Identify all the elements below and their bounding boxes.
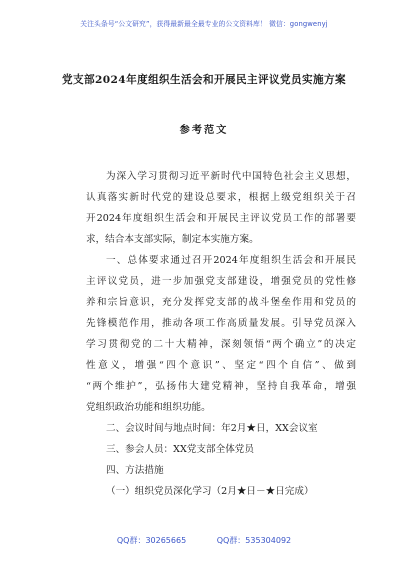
- paragraph-2-line-4: 先锋模范作用，推动各项工作高质量发展。引导党员深入: [86, 318, 356, 329]
- paragraph-2-line-8: 党组织政治功能和组织功能。: [86, 402, 211, 413]
- qq-group-2: QQ群：535304092: [216, 536, 292, 545]
- paragraph-1-line-3: 开2024年度组织生活会和开展民主评议党员工作的部署要: [86, 213, 356, 224]
- paragraph-2-line-2: 主评议党员，进一步加强党支部建设，增强党员的党性修: [86, 276, 356, 287]
- document-title: 党支部2024年度组织生活会和开展民主评议党员实施方案: [62, 74, 346, 86]
- section-methods-heading: 四、方法措施: [106, 465, 164, 476]
- paragraph-2-line-3: 养和宗旨意识，充分发挥党支部的战斗堡垒作用和党员的: [86, 297, 356, 308]
- qq-group-1: QQ群：30265665: [116, 536, 187, 545]
- paragraph-1-line-1: 为深入学习贯彻习近平新时代中国特色社会主义思想，: [106, 171, 356, 182]
- paragraph-2-line-5: 学习贯彻党的二十大精神，深刻领悟“两个确立”的决定: [86, 339, 356, 350]
- subsection-study-heading: （一）组织党员深化学习（2月★日－★日完成）: [106, 486, 314, 497]
- document-body: [86, 166, 356, 502]
- paragraph-1-line-4: 求，结合本支部实际，制定本实施方案。: [86, 234, 259, 245]
- participants: 三、参会人员：XX党支部全体党员: [106, 444, 254, 455]
- paragraph-2-line-7: “两个维护”，弘扬伟大建党精神，坚持自我革命，增强: [86, 381, 356, 392]
- meeting-time-place: 二、会议时间与地点时间：年2月★日，XX会议室: [106, 423, 318, 434]
- paragraph-2-line-6: 性意义，增强“四个意识”、坚定“四个自信”、做到: [86, 360, 356, 371]
- document-subtitle: 参考范文: [179, 124, 229, 136]
- paragraph-1-line-2: 认真落实新时代党的建设总要求，根据上级党组织关于召: [86, 192, 356, 203]
- footer-contact: [0, 535, 408, 546]
- paragraph-2-line-1: 一、总体要求通过召开2024年度组织生活会和开展民: [106, 255, 356, 266]
- header-note: 关注头条号“公文研究”，获得最新最全最专业的公文资料库！ 微信：gongwenyj: [80, 20, 328, 28]
